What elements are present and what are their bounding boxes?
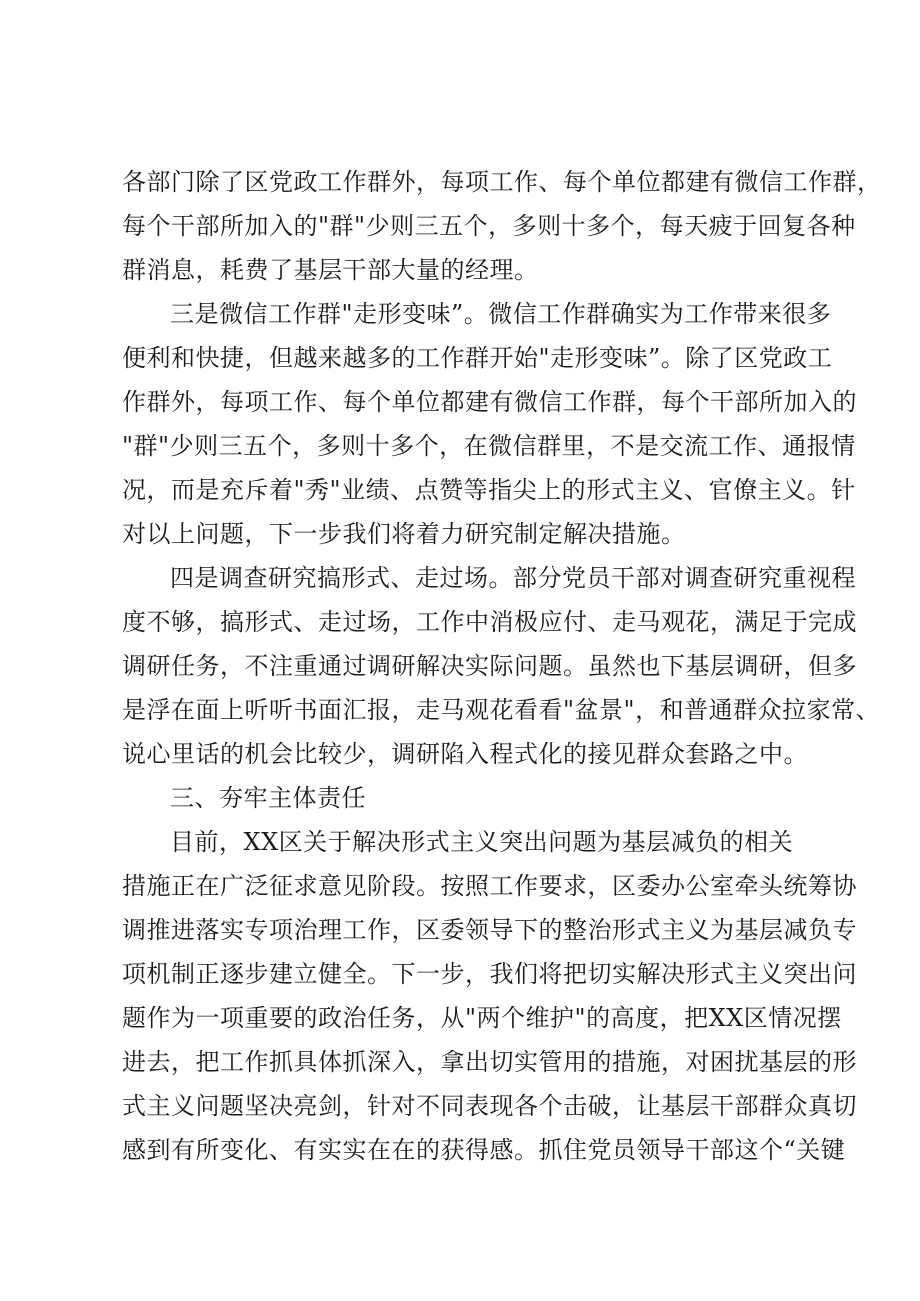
text-line-22: 式主义问题坚决亮剑，针对不同表现各个击破，让基层干部群众真切: [122, 1092, 857, 1120]
text-line-2: 每个干部所加入的"群"少则三五个，多则十多个，每天疲于回复各种: [122, 212, 856, 240]
text-line-6: 作群外，每项工作、每个单位都建有微信工作群，每个干部所加入的: [122, 388, 857, 416]
text-line-21: 进去，把工作抓具体抓深入，拿出切实管用的措施，对困扰基层的形: [122, 1048, 857, 1076]
text-line-12: 调研任务，不注重通过调研解决实际问题。虽然也下基层调研，但多: [122, 652, 857, 680]
text-line-23: 感到有所变化、有实实在在的获得感。抓住党员领导干部这个“关键: [122, 1136, 846, 1164]
text-line-4: 三是微信工作群"走形变味”。微信工作群确实为工作带来很多: [170, 300, 832, 328]
text-line-9: 对以上问题，下一步我们将着力研究制定解决措施。: [122, 520, 686, 548]
section-heading: 三、夯牢主体责任: [170, 784, 366, 812]
text-line-8: 况，而是充斥着"秀"业绩、点赞等指尖上的形式主义、官僚主义。针: [122, 476, 856, 504]
text-line-19: 项机制正逐步建立健全。下一步，我们将把切实解决形式主义突出问: [122, 960, 857, 988]
text-line-10: 四是调查研究搞形式、走过场。部分党员干部对调查研究重视程: [170, 564, 856, 592]
text-line-1: 各部门除了区党政工作群外，每项工作、每个单位都建有微信工作群，: [122, 168, 882, 196]
text-line-14: 说心里话的机会比较少，调研陷入程式化的接见群众套路之中。: [122, 740, 808, 768]
text-line-16: 目前，XX区关于解决形式主义突出问题为基层减负的相关: [170, 828, 794, 856]
text-line-20: 题作为一项重要的政治任务，从"两个维护"的高度，把XX区情况摆: [122, 1004, 842, 1032]
text-line-7: "群"少则三五个，多则十多个，在微信群里，不是交流工作、通报情: [122, 432, 856, 460]
text-line-11: 度不够，搞形式、走过场，工作中消极应付、走马观花，满足于完成: [122, 608, 857, 636]
text-line-5: 便利和快捷，但越来越多的工作群开始"走形变味”。除了区党政工: [122, 344, 833, 372]
text-line-13: 是浮在面上听听书面汇报，走马观花看看"盆景"，和普通群众拉家常、: [122, 696, 881, 724]
text-line-17: 措施正在广泛征求意见阶段。按照工作要求，区委办公室牵头统筹协: [122, 872, 857, 900]
text-line-3: 群消息，耗费了基层干部大量的经理。: [122, 256, 539, 284]
text-line-18: 调推进落实专项治理工作，区委领导下的整治形式主义为基层减负专: [122, 916, 857, 944]
